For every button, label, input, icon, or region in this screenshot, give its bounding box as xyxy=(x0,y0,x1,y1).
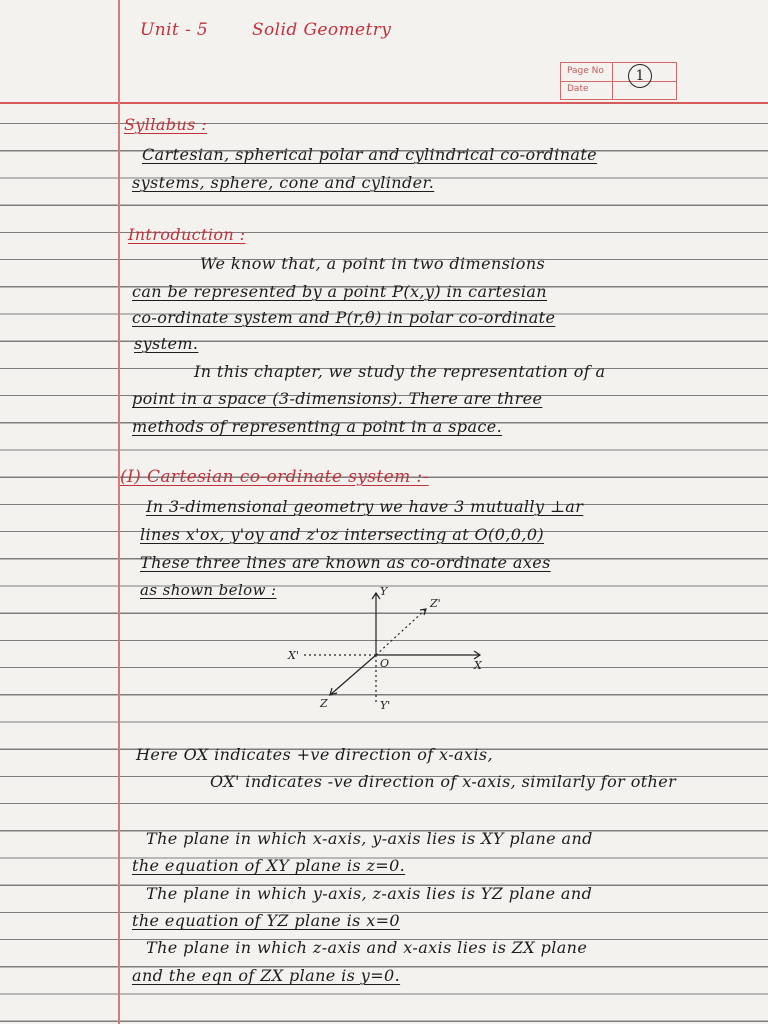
page-number-box xyxy=(560,62,677,100)
date-label: Date xyxy=(567,84,589,94)
note-line-1: Here OX indicates +ve direction of x-axis, xyxy=(136,745,493,764)
intro-line-3: co-ordinate system and P(r,θ) in polar co-ordinate xyxy=(132,308,556,327)
cartesian-line-4: as shown below : xyxy=(140,581,277,599)
label-x: X xyxy=(474,659,482,672)
margin-line xyxy=(118,0,120,1024)
page-number: 1 xyxy=(628,64,652,88)
intro-line-2: can be represented by a point P(x,y) in cartesian xyxy=(132,282,547,301)
note-line-2: OX' indicates -ve direction of x-axis, similarly for other xyxy=(210,772,677,791)
syllabus-line-1: Cartesian, spherical polar and cylindrical co-ordinate xyxy=(142,145,598,164)
page-title: Solid Geometry xyxy=(252,20,392,40)
plane-line-6: and the eqn of ZX plane is y=0. xyxy=(132,966,401,985)
intro-line-1: We know that, a point in two dimensions xyxy=(200,254,546,273)
coordinate-axes-diagram xyxy=(280,585,500,715)
page-no-label: Page No xyxy=(567,66,604,76)
syllabus-line-2: systems, sphere, cone and cylinder. xyxy=(132,173,435,192)
unit-label: Unit - 5 xyxy=(140,20,209,40)
intro-line-5: In this chapter, we study the representation of a xyxy=(194,362,606,381)
intro-line-4: system. xyxy=(134,334,199,353)
label-z-neg: Z' xyxy=(430,597,441,610)
label-x-neg: X' xyxy=(288,649,299,662)
plane-line-3: The plane in which y-axis, z-axis lies is YZ plane and xyxy=(146,884,593,903)
plane-line-2: the equation of XY plane is z=0. xyxy=(132,856,406,875)
intro-line-6: point in a space (3-dimensions). There are three xyxy=(132,389,543,408)
syllabus-heading: Syllabus : xyxy=(124,115,208,134)
label-origin: O xyxy=(380,657,390,670)
cartesian-line-1: In 3-dimensional geometry we have 3 mutually ⊥ar xyxy=(146,497,584,516)
plane-line-4: the equation of YZ plane is x=0 xyxy=(132,911,401,930)
cartesian-heading: (I) Cartesian co-ordinate system :- xyxy=(120,467,429,487)
plane-line-5: The plane in which z-axis and x-axis lies is ZX plane xyxy=(146,938,588,957)
intro-line-7: methods of representing a point in a space. xyxy=(132,417,503,436)
header-rule xyxy=(0,102,768,104)
cartesian-line-3: These three lines are known as co-ordinate axes xyxy=(140,553,551,572)
z-axis-front xyxy=(330,655,376,695)
introduction-heading: Introduction : xyxy=(128,225,246,244)
z-axis-back xyxy=(376,609,426,655)
label-y-neg: Y' xyxy=(380,699,391,712)
label-y: Y xyxy=(380,585,388,598)
cartesian-line-2: lines x'ox, y'oy and z'oz intersecting at O(0,0,0) xyxy=(140,525,545,544)
plane-line-1: The plane in which x-axis, y-axis lies is XY plane and xyxy=(146,829,593,848)
label-z: Z xyxy=(320,697,328,710)
